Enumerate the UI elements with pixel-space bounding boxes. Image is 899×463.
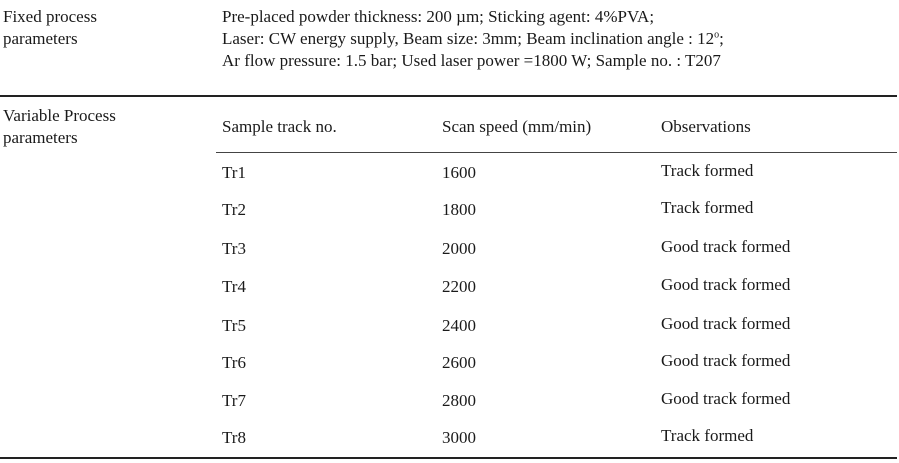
cell-track: Tr5 [222,316,246,335]
header-rule [216,152,897,153]
table-bottom-rule [0,457,897,459]
cell-speed: 2400 [442,316,476,335]
cell-track: Tr6 [222,353,246,372]
cell-observation: Track formed [661,198,754,217]
degree-superscript: o [714,29,720,41]
fixed-label-line1: Fixed process [3,7,97,26]
variable-label-line1: Variable Process [3,106,116,125]
cell-observation: Track formed [661,161,754,180]
fixed-param-line2-end: ; [719,29,724,48]
cell-speed: 1800 [442,200,476,219]
fixed-param-line3: Ar flow pressure: 1.5 bar; Used laser power =1800 W; Sample no. : T207 [222,51,721,70]
cell-track: Tr1 [222,163,246,182]
section-divider [0,95,897,97]
header-scan-speed: Scan speed (mm/min) [442,117,592,136]
cell-observation: Good track formed [661,351,791,370]
cell-speed: 1600 [442,163,476,182]
cell-observation: Good track formed [661,314,791,333]
cell-track: Tr8 [222,428,246,447]
cell-track: Tr4 [222,277,246,296]
cell-speed: 2800 [442,391,476,410]
cell-track: Tr7 [222,391,246,410]
fixed-param-line2 [222,29,724,49]
cell-speed: 2000 [442,239,476,258]
cell-track: Tr2 [222,200,246,219]
variable-label-line2: parameters [3,128,78,147]
fixed-param-line2-text: Laser: CW energy supply, Beam size: 3mm; Beam inclination angle : 12 [222,29,715,48]
cell-observation: Good track formed [661,389,791,408]
cell-speed: 3000 [442,428,476,447]
cell-speed: 2600 [442,353,476,372]
cell-observation: Track formed [661,426,754,445]
fixed-label-line2: parameters [3,29,78,48]
fixed-param-line1: Pre-placed powder thickness: 200 µm; Sticking agent: 4%PVA; [222,7,655,26]
header-observations: Observations [661,117,751,136]
cell-observation: Good track formed [661,237,791,256]
cell-observation: Good track formed [661,275,791,294]
header-track-no: Sample track no. [222,117,337,136]
cell-track: Tr3 [222,239,246,258]
cell-speed: 2200 [442,277,476,296]
